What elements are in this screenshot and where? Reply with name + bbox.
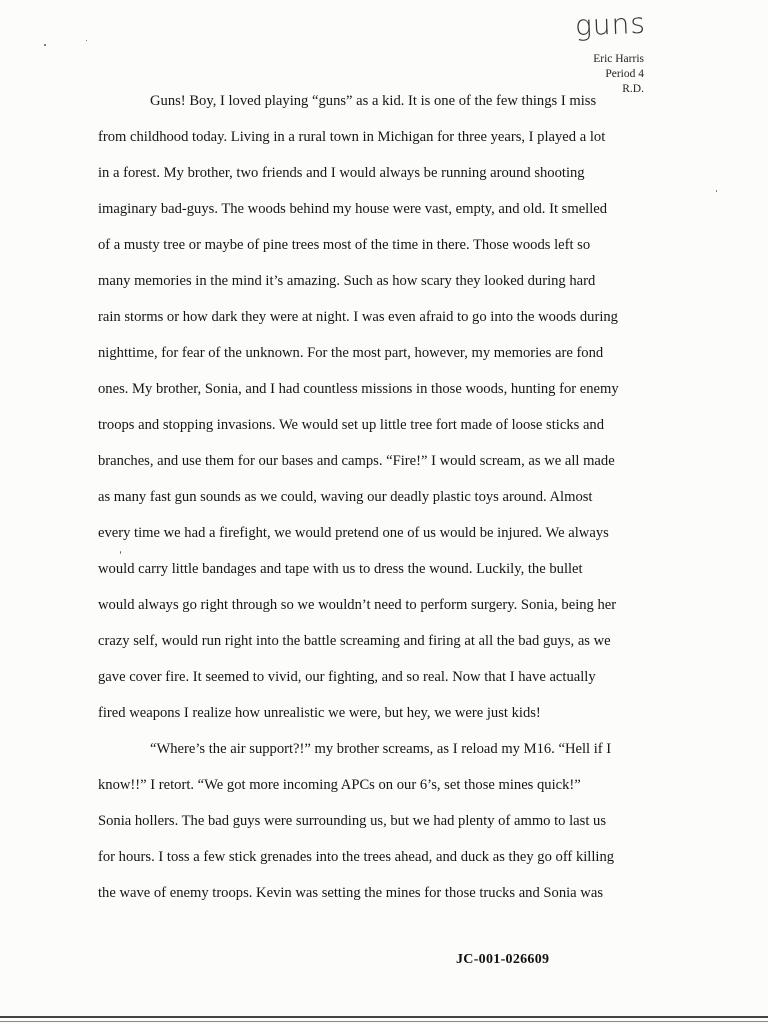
text-line: Guns! Boy, I loved playing “guns” as a kid. It is one of the few things I miss (150, 93, 597, 109)
bates-number: JC-001-026609 (456, 952, 550, 967)
text-line: fired weapons I realize how unrealistic we were, but hey, we were just kids! (98, 705, 541, 721)
text-line: many memories in the mind it’s amazing. Such as how scary they looked during hard (98, 273, 596, 289)
text-line: in a forest. My brother, two friends and I would always be running around shooting (98, 165, 585, 181)
essay-body (98, 90, 643, 918)
class-period: Period 4 (605, 68, 644, 80)
text-line: for hours. I toss a few stick grenades into the trees ahead, and duck as they go off killing (98, 849, 615, 865)
text-line: every time we had a firefight, we would pretend one of us would be injured. We always (98, 525, 609, 541)
text-line: Sonia hollers. The bad guys were surrounding us, but we had plenty of ammo to last us (98, 813, 607, 829)
text-line: imaginary bad-guys. The woods behind my house were vast, empty, and old. It smelled (98, 201, 608, 217)
text-line: crazy self, would run right into the battle screaming and firing at all the bad guys, as we (98, 633, 611, 649)
text-line: the wave of enemy troops. Kevin was setting the mines for those trucks and Sonia was (98, 885, 603, 901)
author-name: Eric Harris (593, 53, 644, 65)
text-line: as many fast gun sounds as we could, waving our deadly plastic toys around. Almost (98, 489, 593, 505)
text-line: would always go right through so we wouldn’t need to perform surgery. Sonia, being her (98, 597, 617, 613)
scan-speck (86, 40, 87, 41)
text-line: from childhood today. Living in a rural town in Michigan for three years, I played a lot (98, 129, 606, 145)
text-line: would carry little bandages and tape with us to dress the wound. Luckily, the bullet (98, 561, 583, 577)
teacher-initials: R.D. (622, 83, 644, 95)
scan-edge-line (0, 1021, 768, 1022)
text-line: rain storms or how dark they were at night. I was even afraid to go into the woods during (98, 309, 618, 325)
text-line: “Where’s the air support?!” my brother screams, as I reload my M16. “Hell if I (150, 741, 612, 757)
text-line: of a musty tree or maybe of pine trees most of the time in there. Those woods left so (98, 237, 591, 253)
scan-speck (716, 190, 717, 192)
scan-speck (120, 551, 121, 554)
text-line: gave cover fire. It seemed to vivid, our fighting, and so real. Now that I have actually (98, 669, 596, 685)
text-line: branches, and use them for our bases and camps. “Fire!” I would scream, as we all made (98, 453, 615, 469)
text-line: troops and stopping invasions. We would set up little tree fort made of loose sticks and (98, 417, 605, 433)
scan-speck (44, 44, 46, 46)
scan-edge-line (0, 1016, 768, 1018)
handwritten-title: guns (574, 6, 647, 43)
text-line: ones. My brother, Sonia, and I had countless missions in those woods, hunting for enemy (98, 381, 619, 397)
text-line: know!!” I retort. “We got more incoming APCs on our 6’s, set those mines quick!” (98, 777, 581, 793)
text-line: nighttime, for fear of the unknown. For the most part, however, my memories are fond (98, 345, 604, 361)
